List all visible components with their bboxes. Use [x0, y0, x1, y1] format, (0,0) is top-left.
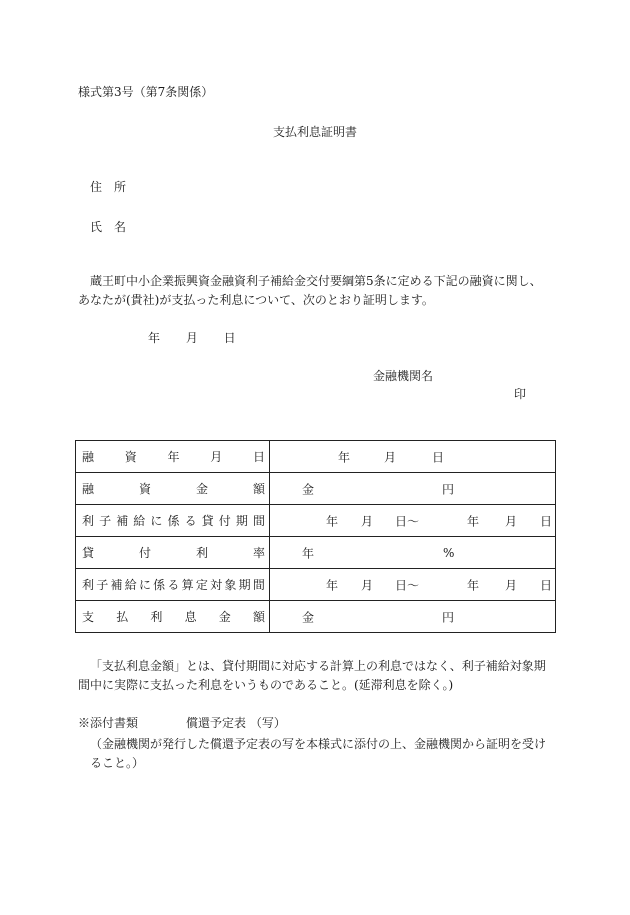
loan-amount-unit: 円 — [442, 482, 455, 496]
calc-period-day1: 日～ — [395, 578, 420, 592]
note-paragraph: 「支払利息金額」とは、貸付期間に対応する計算上の利息ではなく、利子補給対象期間中に実際に支払った利息をいうものであること。(延滞利息を除く。) — [78, 659, 546, 692]
issue-date: 年 月 日 — [148, 331, 236, 345]
interest-paid-unit: 円 — [442, 610, 455, 624]
attachment-note: （金融機関が発行した償還予定表の写を本様式に添付の上、金融機関から証明を受けること。） — [90, 737, 547, 770]
seal-mark: 印 — [514, 387, 527, 401]
calc-period-day2: 日 — [540, 578, 553, 592]
loan-period-month1: 月 — [361, 514, 374, 528]
table-row — [76, 569, 556, 601]
interest-rate-prefix: 年 — [302, 546, 315, 560]
interest-rate-unit: % — [443, 545, 455, 560]
row-label-calc-period: 利 子 補 給 に 係 る 算 定 対 象 期 間 — [82, 578, 265, 592]
table-row — [76, 537, 556, 569]
loan-date-day: 日 — [432, 450, 445, 464]
loan-date-year: 年 — [338, 450, 351, 464]
loan-period-year2: 年 — [467, 514, 480, 528]
calc-period-month2: 月 — [505, 578, 518, 592]
row-label-interest-rate: 貸 付 利 率 — [82, 546, 265, 560]
address-label: 住所 — [90, 180, 139, 194]
table-row — [76, 505, 556, 537]
table-row — [76, 601, 556, 633]
row-label-loan-date: 融 資 年 月 日 — [82, 450, 265, 464]
attachment-label: ※添付書類 — [78, 716, 139, 730]
intro-paragraph: 蔵王町中小企業振興資金融資利子補給金交付要綱第5条に定める下記の融資に関し、あなたが(貴社)が支払った利息について、次のとおり証明します。 — [78, 274, 542, 307]
table-row — [76, 441, 556, 473]
table-row — [76, 473, 556, 505]
loan-date-month: 月 — [384, 450, 397, 464]
row-label-interest-paid: 支 払 利 息 金 額 — [82, 610, 265, 624]
attachment-value: 償還予定表 （写） — [186, 716, 286, 730]
row-label-loan-period: 利 子 補 給 に 係 る 貸 付 期 間 — [82, 514, 265, 528]
form-number: 様式第3号（第7条関係） — [78, 85, 214, 99]
loan-info-table — [75, 440, 556, 633]
calc-period-year1: 年 — [326, 578, 339, 592]
loan-period-day2: 日 — [540, 514, 553, 528]
interest-paid-prefix: 金 — [302, 610, 315, 624]
loan-period-year1: 年 — [326, 514, 339, 528]
loan-period-month2: 月 — [505, 514, 518, 528]
loan-period-day1: 日～ — [395, 514, 420, 528]
bank-name-label: 金融機関名 — [373, 369, 434, 383]
calc-period-month1: 月 — [361, 578, 374, 592]
row-label-loan-amount: 融 資 金 額 — [82, 482, 265, 496]
name-label: 氏名 — [90, 220, 139, 234]
document-title: 支払利息証明書 — [272, 125, 357, 139]
loan-amount-prefix: 金 — [302, 482, 315, 496]
calc-period-year2: 年 — [467, 578, 480, 592]
